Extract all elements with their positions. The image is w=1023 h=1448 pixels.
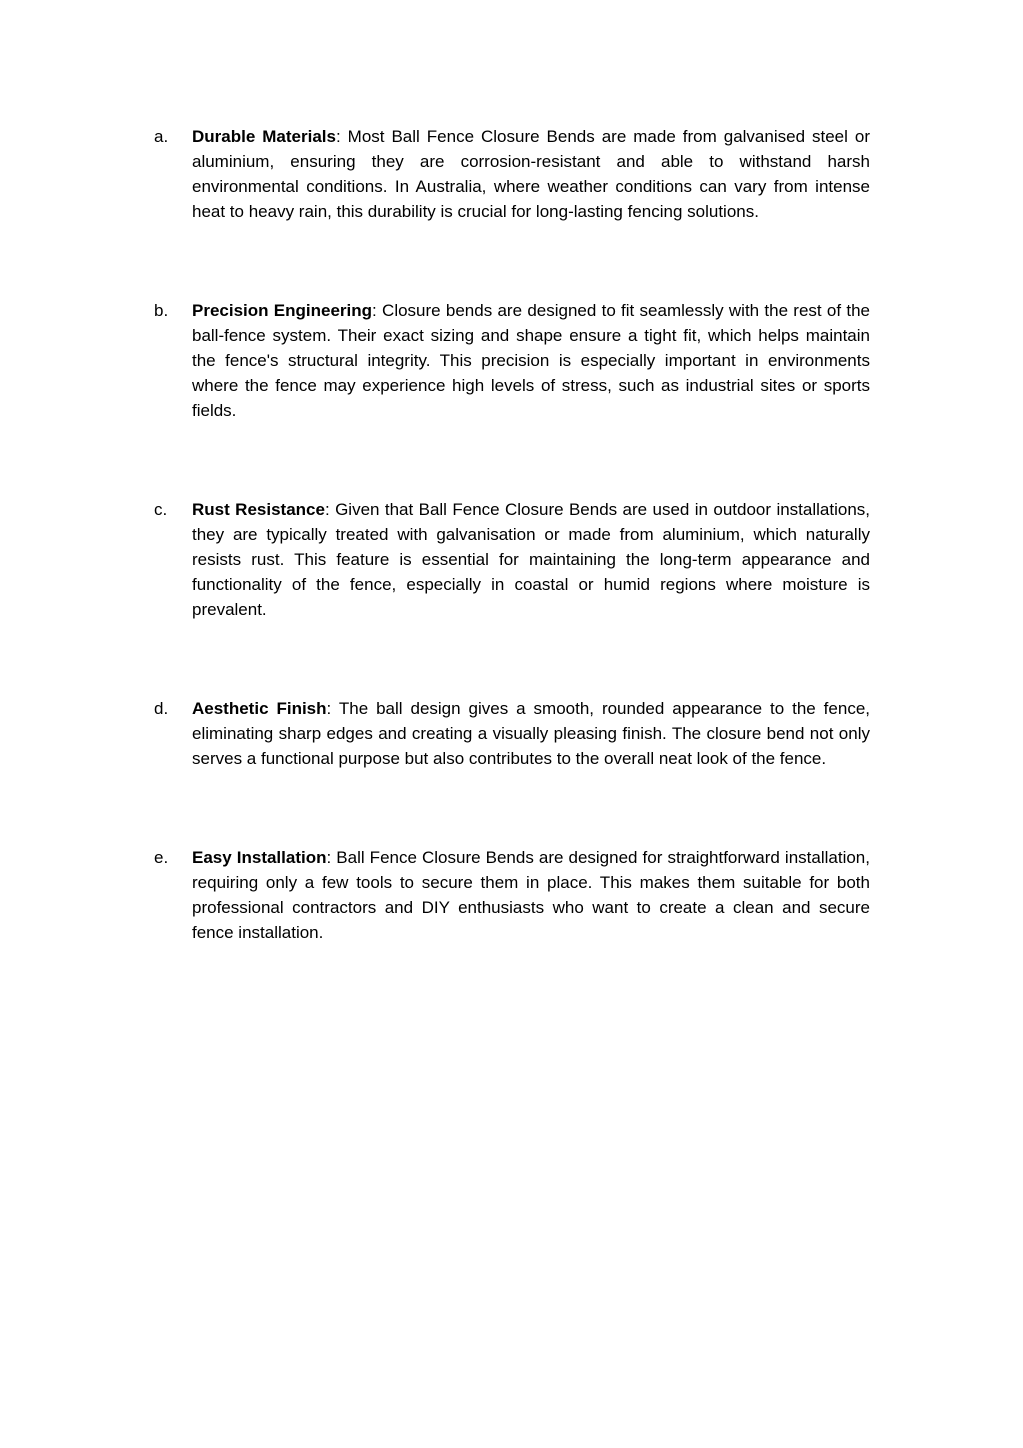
list-item-description: : Most Ball Fence Closure Bends are made from galvanised steel or aluminium, ensuring they are corrosion-resistant and able to withstand harsh environmental conditions. In Australia, where weather conditions can vary from intense heat to heavy rain, this durability is crucial for long-lasting fencing solutions. bbox=[192, 127, 870, 221]
list-item-text bbox=[192, 124, 870, 224]
list-item-text bbox=[192, 696, 870, 771]
list-marker: d. bbox=[154, 699, 169, 718]
list-item-description: : Ball Fence Closure Bends are designed for straightforward installation, requiring only a few tools to secure them in place. This makes them suitable for both professional contractors and DIY enthusiasts who want to create a clean and secure fence installation. bbox=[192, 848, 870, 942]
list-item-text bbox=[192, 845, 870, 945]
list-item-term: Aesthetic Finish bbox=[192, 699, 327, 718]
list-item-description: : Given that Ball Fence Closure Bends are used in outdoor installations, they are typically treated with galvanisation or made from aluminium, which naturally resists rust. This feature is essential for maintaining the long-term appearance and functionality of the fence, especially in coastal or humid regions where moisture is prevalent. bbox=[192, 500, 870, 619]
list-marker: a. bbox=[154, 127, 169, 146]
list-item-term: Easy Installation bbox=[192, 848, 327, 867]
list-item-precision-engineering bbox=[154, 298, 870, 423]
list-item-term: Precision Engineering bbox=[192, 301, 373, 320]
list-item-rust-resistance bbox=[154, 497, 870, 622]
list-item-text bbox=[192, 497, 870, 622]
list-item-text bbox=[192, 298, 870, 423]
feature-list bbox=[154, 124, 870, 1019]
list-item-aesthetic-finish bbox=[154, 696, 870, 771]
list-marker: e. bbox=[154, 848, 169, 867]
list-item-durable-materials bbox=[154, 124, 870, 224]
list-item-term: Rust Resistance bbox=[192, 500, 325, 519]
list-item-term: Durable Materials bbox=[192, 127, 336, 146]
list-item-description: : Closure bends are designed to fit seamlessly with the rest of the ball-fence system. Their exact sizing and shape ensure a tight fit, which helps maintain the fence's structural integrity. This precision is especially important in environments where the fence may experience high levels of stress, such as industrial sites or sports fields. bbox=[192, 301, 870, 420]
list-marker: c. bbox=[154, 500, 168, 519]
list-marker: b. bbox=[154, 301, 169, 320]
list-item-description: : The ball design gives a smooth, rounded appearance to the fence, eliminating sharp edges and creating a visually pleasing finish. The closure bend not only serves a functional purpose but also contributes to the overall neat look of the fence. bbox=[192, 699, 870, 768]
list-item-easy-installation bbox=[154, 845, 870, 945]
